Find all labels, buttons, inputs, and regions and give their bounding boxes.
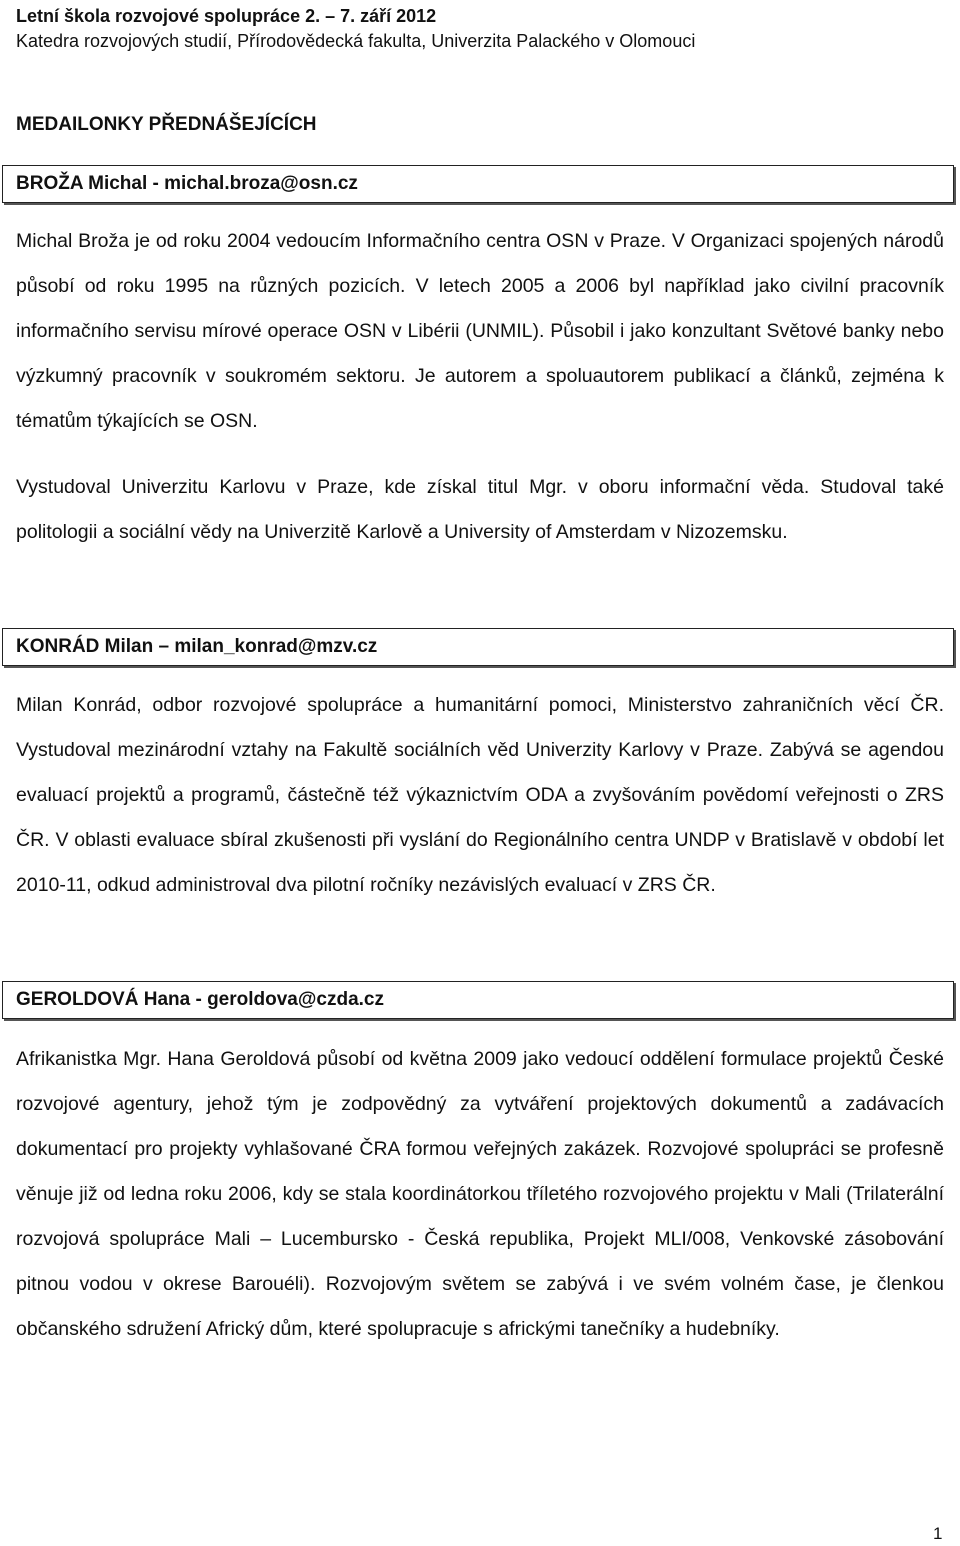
person-bio-paragraph: Milan Konrád, odbor rozvojové spolupráce a humanitární pomoci, Ministerstvo zahraničních věcí ČR. Vystudoval mezinárodní vztahy na Fakultě sociálních věd Univerzity Karlovy v Praze. Zabývá se agendou evaluací projektů a programů, částečně též výkaznictvím ODA a zvyšováním povědomí veřejnosti o ZRS ČR. V oblasti evaluace sbíral zkušenosti při vyslání do Regionálního centra UNDP v Bratislavě v období let 2010-11, odkud administroval dva pilotní ročníky nezávislých evaluací v ZRS ČR. (16, 694, 944, 896)
person-heading: GEROLDOVÁ Hana - geroldova@czda.cz (16, 989, 384, 1010)
page-number: 1 (933, 1524, 943, 1543)
header-subtitle: Katedra rozvojových studií, Přírodovědecká fakulta, Univerzita Palackého v Olomouci (16, 31, 696, 51)
person-bio-paragraph: Vystudoval Univerzitu Karlovu v Praze, kde získal titul Mgr. v oboru informační věda. Studoval také politologii a sociální vědy na Univerzitě Karlově a University of Amsterdam v Nizozemsku. (16, 476, 944, 543)
person-heading: KONRÁD Milan – milan_konrad@mzv.cz (16, 636, 378, 657)
person-heading-box (2, 165, 954, 203)
person-bio-paragraph: Michal Broža je od roku 2004 vedoucím Informačního centra OSN v Praze. V Organizaci spojených národů působí od roku 1995 na různých pozicích. V letech 2005 a 2006 byl například jako civilní pracovník informačního servisu mírové operace OSN v Libérii (UNMIL). Působil i jako konzultant Světové banky nebo výzkumný pracovník v soukromém sektoru. Je autorem a spoluautorem publikací a článků, zejména k tématům týkajících se OSN. (16, 230, 944, 432)
section-title: MEDAILONKY PŘEDNÁŠEJÍCÍCH (16, 114, 317, 135)
person-bio-paragraph: Afrikanistka Mgr. Hana Geroldová působí od května 2009 jako vedoucí oddělení formulace projektů České rozvojové agentury, jehož tým je zodpovědný za vytváření projektových dokumentů a zadávacích dokumentací pro projekty vyhlašované ČRA formou veřejných zakázek. Rozvojové spolupráci se profesně věnuje již od ledna roku 2006, kdy se stala koordinátorkou tříletého rozvojového projektu v Mali (Trilaterální rozvojová spolupráce Mali – Lucembursko - Česká republika, Projekt MLI/008, Venkovské zásobování pitnou vodou v okrese Barouéli). Rozvojovým světem se zabývá i ve svém volném čase, je členkou občanského sdružení Africký dům, které spolupracuje s africkými tanečníky a hudebníky. (16, 1048, 944, 1340)
document-header (16, 4, 946, 54)
person-heading-box (2, 628, 954, 666)
person-heading-box (2, 981, 954, 1019)
header-title: Letní škola rozvojové spolupráce 2. – 7. září 2012 (16, 6, 437, 26)
person-heading: BROŽA Michal - michal.broza@osn.cz (16, 173, 358, 194)
